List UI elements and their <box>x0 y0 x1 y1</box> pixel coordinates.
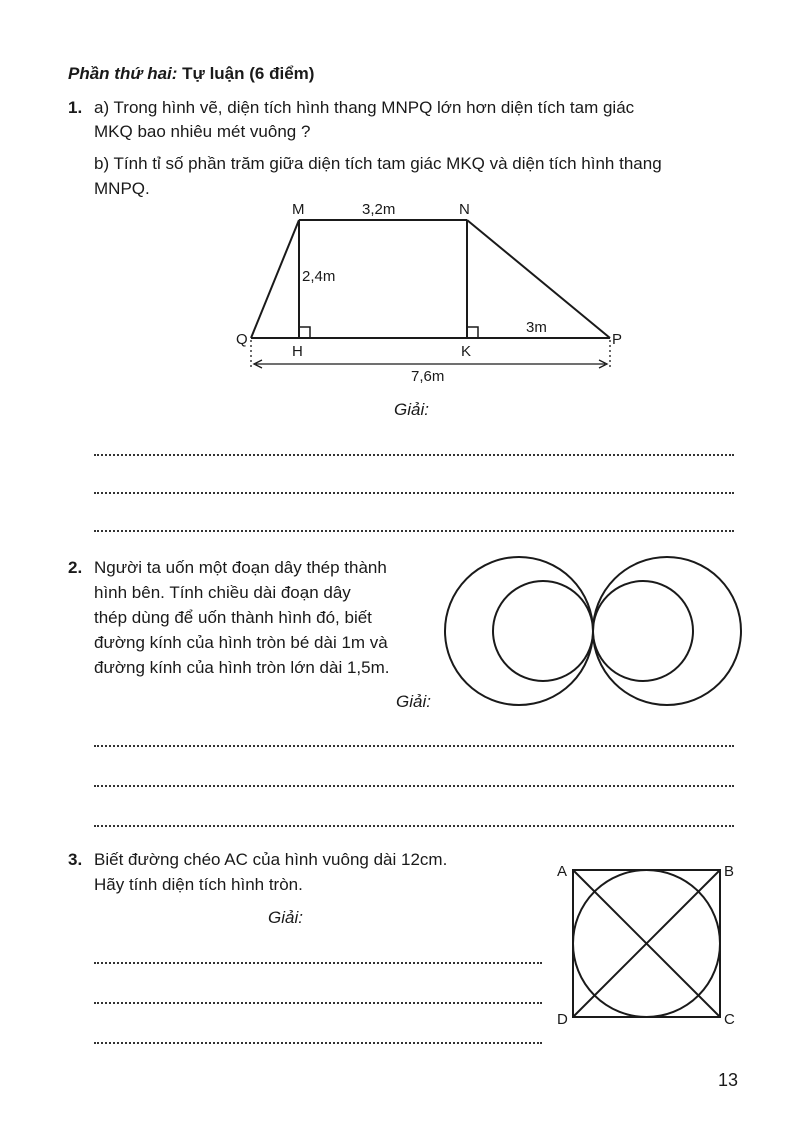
q1-answer-line-3[interactable] <box>94 530 734 532</box>
label-b: B <box>724 863 735 880</box>
q2-number: 2. <box>68 558 83 577</box>
q1-b-line2: MNPQ. <box>94 179 150 198</box>
big-circle-right <box>593 557 741 705</box>
q2-line3: thép dùng để uốn thành hình đó, biết <box>94 608 372 627</box>
q1-number: 1. <box>68 98 83 117</box>
side-qm <box>251 220 299 338</box>
q3-giai: Giải: <box>268 908 303 927</box>
right-angle-h <box>299 327 310 338</box>
label-k: K <box>461 343 472 360</box>
q3-line1: Biết đường chéo AC của hình vuông dài 12cm. <box>94 850 448 869</box>
q1-giai: Giải: <box>394 400 429 419</box>
trapezoid-figure <box>251 220 610 370</box>
label-c: C <box>724 1011 735 1028</box>
q2-line4: đường kính của hình tròn bé dài 1m và <box>94 633 388 652</box>
right-angle-k <box>467 327 478 338</box>
q2-line1: Người ta uốn một đoạn dây thép thành <box>94 558 387 577</box>
q2-answer-line-2[interactable] <box>94 785 734 787</box>
circles-figure <box>445 557 741 705</box>
label-d: D <box>557 1011 568 1028</box>
q3-answer-line-2[interactable] <box>94 1002 542 1004</box>
label-mn-length: 3,2m <box>362 201 396 218</box>
label-qp-length: 7,6m <box>411 368 445 385</box>
square-figure <box>573 870 720 1017</box>
label-a: A <box>557 863 568 880</box>
q1-b-line1: b) Tính tỉ số phần trăm giữa diện tích tam giác MKQ và diện tích hình thang <box>94 154 662 173</box>
q3-answer-line-1[interactable] <box>94 962 542 964</box>
label-q: Q <box>236 331 248 348</box>
q1-a-line1: a) Trong hình vẽ, diện tích hình thang MNPQ lớn hơn diện tích tam giác <box>94 98 635 117</box>
label-n: N <box>459 201 470 218</box>
q2-answer-line-3[interactable] <box>94 825 734 827</box>
q2-line2: hình bên. Tính chiều dài đoạn dây <box>94 583 351 602</box>
page-number: 13 <box>718 1070 739 1090</box>
small-circle-left <box>493 581 593 681</box>
q2-line5: đường kính của hình tròn lớn dài 1,5m. <box>94 658 390 677</box>
label-p: P <box>612 331 623 348</box>
section-heading-italic: Phần thứ hai: <box>68 64 178 83</box>
small-circle-right <box>593 581 693 681</box>
q1-a-line2: MKQ bao nhiêu mét vuông ? <box>94 122 311 141</box>
q2-answer-line-1[interactable] <box>94 745 734 747</box>
q3-number: 3. <box>68 850 83 869</box>
q1-answer-line-2[interactable] <box>94 492 734 494</box>
label-m: M <box>292 201 305 218</box>
q3-answer-line-3[interactable] <box>94 1042 542 1044</box>
section-heading-title: Tự luận (6 điểm) <box>182 64 315 83</box>
q2-giai: Giải: <box>396 692 431 711</box>
big-circle-left <box>445 557 593 705</box>
label-kp-length: 3m <box>526 319 547 336</box>
label-h: H <box>292 343 303 360</box>
q3-line2: Hãy tính diện tích hình tròn. <box>94 875 303 894</box>
q1-answer-line-1[interactable] <box>94 454 734 456</box>
label-height: 2,4m <box>302 268 336 285</box>
